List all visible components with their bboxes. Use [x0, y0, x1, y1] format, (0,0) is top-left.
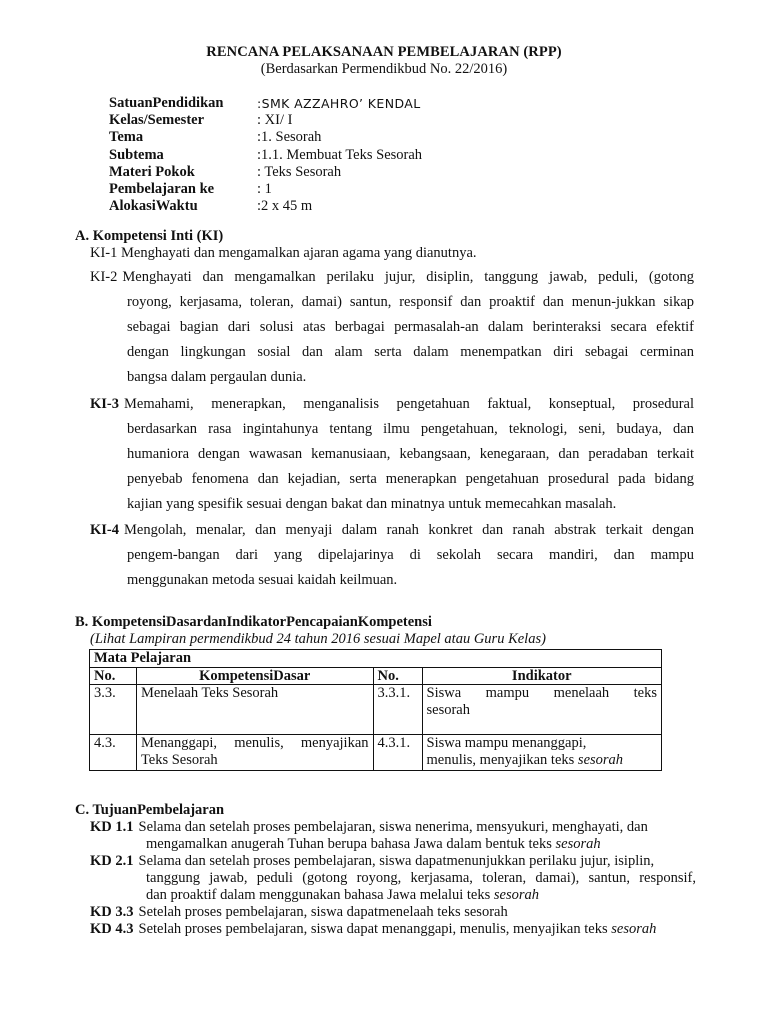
objective-line: tanggung jawab, peduli (gotong royong, kerjasama, toleran, damai), santun, responsif, — [146, 870, 696, 887]
identity-table — [109, 95, 422, 215]
ki3-line: Memahami, menerapkan, menganalisis pengetahuan faktual, konseptual, prosedural — [124, 396, 694, 412]
objective-label: KD 3.3 — [90, 904, 134, 920]
table-cell: 3.3.1. — [373, 685, 422, 735]
ki4-line: menggunakan metoda sesuai kaidah keilmuan. — [127, 572, 398, 588]
ki3-line: kajian yang spesifik sesuai dengan bakat dan minatnya untuk memecahkan masalah. — [127, 496, 617, 512]
indicator-line: Siswa mampu menelaah teks — [426, 685, 657, 701]
objective-label: KD 2.1 — [90, 853, 134, 869]
section-a-heading: A. Kompetensi Inti (KI) — [75, 228, 224, 244]
kd-line: Teks Sesorah — [140, 751, 218, 768]
objective-kd11 — [90, 819, 696, 853]
table-row — [90, 735, 662, 771]
ki2-line: bangsa dalam pergaulan dunia. — [127, 369, 307, 385]
identity-label: Pembelajaran ke — [109, 181, 215, 198]
column-header: No. — [90, 667, 137, 685]
table-cell: 4.3. — [90, 735, 137, 771]
identity-row — [109, 164, 422, 181]
objective-line — [139, 921, 657, 938]
section-b-note: (Lihat Lampiran permendikbud 24 tahun 2016 sesuai Mapel atau Guru Kelas) — [90, 631, 546, 647]
indicator-line: Siswa mampu menanggapi, — [426, 735, 587, 751]
identity-label: Kelas/Semester — [109, 112, 205, 129]
objective-label: KD 4.3 — [90, 921, 134, 937]
ki4-block — [90, 518, 694, 593]
column-header: Indikator — [422, 667, 662, 685]
objective-emphasis: sesorah — [611, 921, 657, 937]
ki2-label: KI-2 — [90, 269, 118, 285]
indicator-text: menulis, menyajikan teks — [426, 751, 578, 768]
table-caption: Mata Pelajaran — [90, 650, 662, 668]
identity-value: :2 x 45 m — [257, 198, 313, 215]
identity-label: Subtema — [109, 146, 164, 163]
objective-emphasis: sesorah — [493, 887, 540, 904]
ki3-line: humaniora dengan wawasan kemanusiaan, kebangsaan, kenegaraan, dan peradaban terkait — [127, 446, 694, 462]
identity-row — [109, 181, 422, 198]
objective-label: KD 1.1 — [90, 819, 134, 835]
objective-kd33 — [90, 904, 696, 921]
table-cell — [422, 735, 662, 771]
section-c-heading: C. TujuanPembelajaran — [75, 802, 225, 818]
ki4-line: Mengolah, menalar, dan menyaji dalam ranah konkret dan ranah abstrak terkait dengan — [124, 522, 694, 538]
document-title: RENCANA PELAKSANAAN PEMBELAJARAN (RPP) — [206, 44, 562, 60]
kd-line: Menanggapi, menulis, menyajikan — [140, 735, 369, 751]
indicator-line — [427, 752, 658, 769]
ki2-line: royong, kerjasama, toleran, damai) santun, responsif dan proaktif dan menun-jukkan sikap — [127, 294, 694, 310]
identity-value: :SMK AZZAHRO’ KENDAL — [257, 96, 421, 111]
identity-value: : Teks Sesorah — [257, 163, 342, 180]
section-b-heading: B. KompetensiDasardanIndikatorPencapaianKompetensi — [75, 614, 432, 630]
ki3-block — [90, 392, 694, 517]
ki3-label: KI-3 — [90, 396, 119, 412]
identity-label: Materi Pokok — [109, 163, 195, 180]
identity-row — [109, 198, 422, 215]
identity-row — [109, 95, 422, 112]
ki2-line: Menghayati dan mengamalkan perilaku jujur, disiplin, tanggung jawab, peduli, (gotong — [122, 269, 694, 285]
ki2-line: dengan lingkungan sosial dan alam serta dalam menempatkan diri sebagai cerminan — [127, 344, 694, 360]
table-row — [90, 685, 662, 735]
identity-value: : 1 — [257, 181, 272, 198]
objective-text: mengamalkan anugerah Tuhan berupa bahasa Jawa dalam bentuk teks — [146, 836, 556, 853]
identity-value: :1.1. Membuat Teks Sesorah — [257, 146, 423, 163]
ki4-label: KI-4 — [90, 522, 119, 538]
objective-line — [146, 836, 696, 853]
ki1-text: KI-1 Menghayati dan mengamalkan ajaran agama yang dianutnya. — [90, 245, 477, 261]
table-header-row — [90, 667, 662, 685]
ki2-block — [90, 265, 694, 390]
indicator-line: sesorah — [426, 701, 470, 718]
objective-line: Selama dan setelah proses pembelajaran, siswa dapatmenunjukkan perilaku jujur, isiplin, — [138, 853, 655, 869]
table-cell: Menelaah Teks Sesorah — [136, 685, 373, 735]
identity-row — [109, 129, 422, 146]
ki4-line: pengem-bangan dari yang dipelajarinya di sekolah secara mandiri, dan mampu — [127, 547, 694, 563]
column-header: KompetensiDasar — [136, 667, 373, 685]
identity-label: Tema — [109, 129, 144, 146]
objective-text: dan proaktif dalam menggunakan bahasa Jawa melalui teks — [146, 887, 494, 904]
table-cell: 4.3.1. — [373, 735, 422, 771]
table-cell: 3.3. — [90, 685, 137, 735]
objective-emphasis: sesorah — [555, 836, 601, 853]
ki3-line: berdasarkan rasa ingintahunya tentang ilmu pengetahuan, teknologi, seni, budaya, dan — [127, 421, 694, 437]
identity-label: AlokasiWaktu — [109, 198, 198, 215]
ki2-line: sebagai bagian dari solusi atas berbagai permasalah-an dalam berinteraksi secara efektif — [127, 319, 694, 335]
identity-row — [109, 112, 422, 129]
identity-label: SatuanPendidikan — [109, 95, 224, 111]
objective-kd21 — [90, 853, 696, 905]
identity-row — [109, 147, 422, 164]
table-cell — [422, 685, 662, 735]
table-caption-row — [90, 650, 662, 668]
document-subtitle: (Berdasarkan Permendikbud No. 22/2016) — [260, 61, 508, 77]
objective-line: Selama dan setelah proses pembelajaran, siswa nenerima, mensyukuri, menghayati, dan — [138, 819, 648, 835]
ki3-line: penyebab fenomena dan kejadian, serta menerapkan pengetahuan prosedural pada bidang — [127, 471, 694, 487]
identity-value: : XI/ I — [257, 112, 293, 129]
competency-table — [89, 649, 662, 771]
objective-line: Setelah proses pembelajaran, siswa dapatmenelaah teks sesorah — [138, 904, 508, 920]
table-cell — [136, 735, 373, 771]
indicator-emphasis: sesorah — [577, 751, 624, 768]
identity-value: :1. Sesorah — [257, 129, 322, 146]
objective-text: Setelah proses pembelajaran, siswa dapat menanggapi, menulis, menyajikan teks — [138, 921, 612, 937]
objective-line — [146, 887, 696, 904]
objective-kd43 — [90, 921, 696, 938]
column-header: No. — [373, 667, 422, 685]
